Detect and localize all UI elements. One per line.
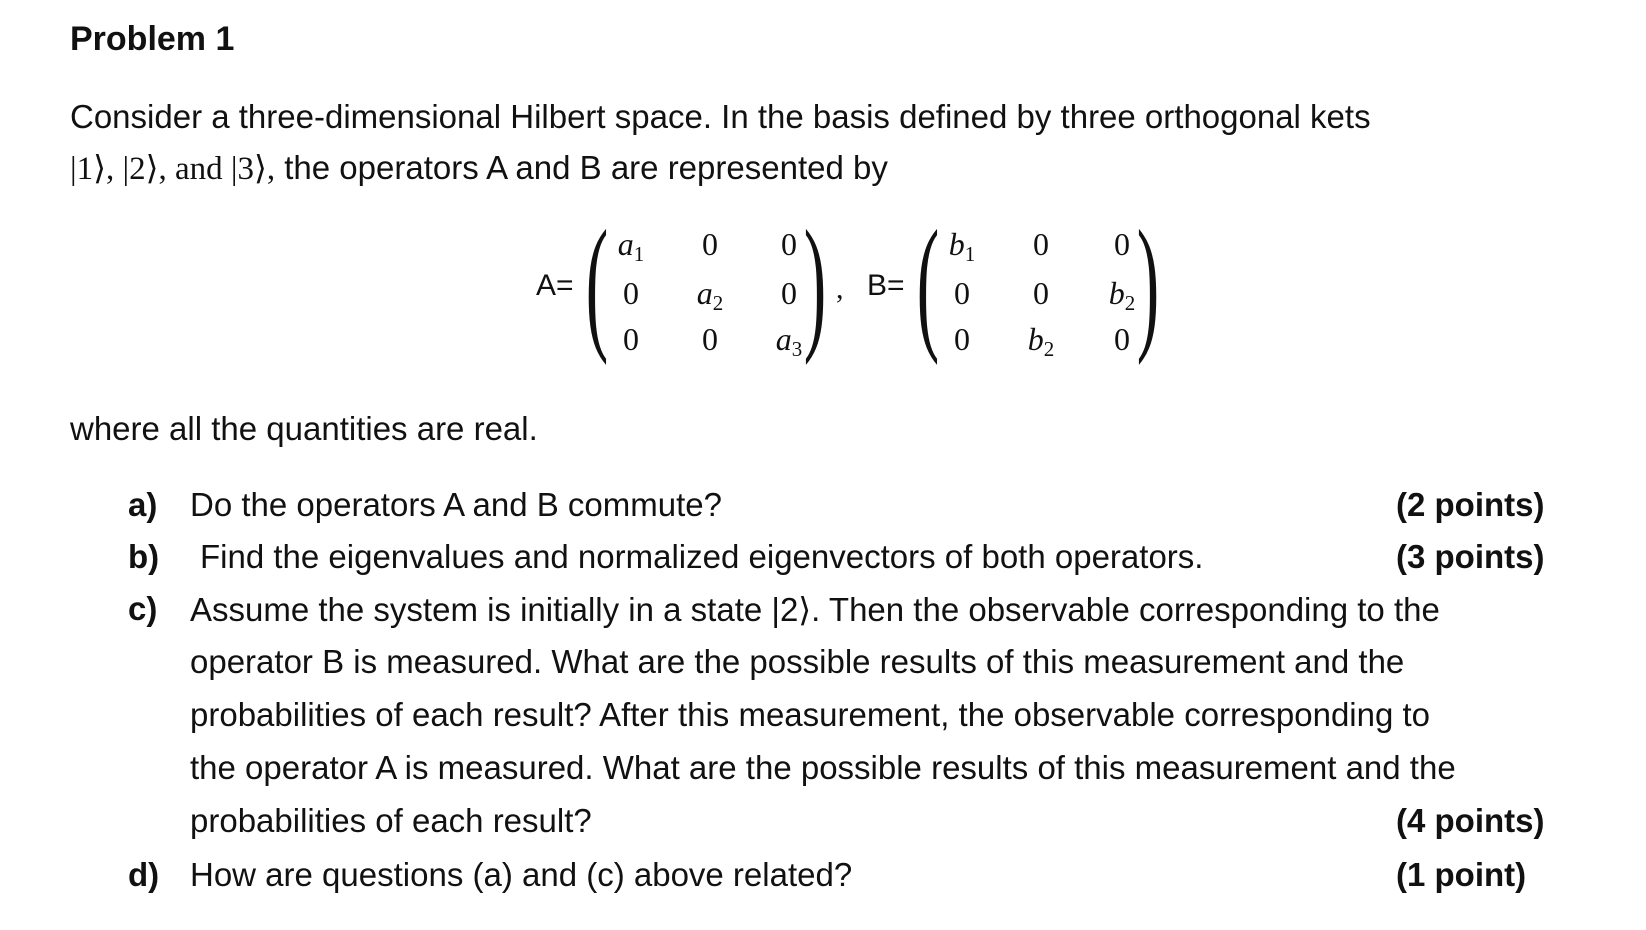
intro-line-2: [70, 148, 888, 188]
matrix-b-entry-3-2: $b_2$: [1027, 321, 1055, 361]
closing-text: where all the quantities are real.: [70, 410, 538, 447]
matrix-a-entry-2-3: 0: [781, 275, 797, 311]
matrix-b-entry-2-2: 0: [1033, 275, 1049, 311]
question-c-line-5: probabilities of each result?: [190, 802, 592, 839]
intro-line-2-rest: the operators A and B are represented by: [275, 149, 888, 186]
question-a-letter: a): [128, 486, 158, 523]
question-d-points: (1 point): [1396, 856, 1527, 893]
matrix-a-entry-1-3: 0: [781, 226, 797, 262]
matrix-b-entry-3-3: 0: [1114, 321, 1130, 357]
matrix-b-entry-1-3: 0: [1114, 226, 1130, 262]
matrix-a-left-paren: (: [585, 200, 609, 366]
question-d-letter: d): [128, 856, 160, 893]
intro-kets: |1⟩, |2⟩, and |3⟩,: [70, 151, 276, 187]
matrix-b-left-paren: (: [916, 200, 940, 366]
question-c-points: (4 points): [1396, 802, 1545, 839]
matrix-a-entry-2-1: 0: [623, 275, 639, 311]
matrix-b-entry-1-1: $b_1$: [948, 226, 976, 266]
matrix-b-label: B=: [867, 269, 905, 302]
problem-title: Problem 1: [70, 20, 235, 58]
question-c-line-1: Assume the system is initially in a state |2⟩. Then the observable corresponding to the: [190, 591, 1440, 628]
question-c-line-3: probabilities of each result? After this measurement, the observable corresponding to: [190, 696, 1431, 733]
question-c-line-2: operator B is measured. What are the possible results of this measurement and the: [190, 643, 1405, 680]
matrix-b-right-paren: ): [1136, 200, 1160, 366]
matrix-a-entry-3-1: 0: [623, 321, 639, 357]
intro-line-1: Consider a three-dimensional Hilbert space. In the basis defined by three orthogonal kets: [70, 98, 1371, 135]
matrix-a-entry-3-3: $a_3$: [775, 321, 803, 361]
matrix-a-entry-1-1: $a_1$: [617, 226, 645, 266]
question-b-text: Find the eigenvalues and normalized eigenvectors of both operators.: [200, 538, 1204, 575]
question-d-text: How are questions (a) and (c) above related?: [190, 856, 853, 893]
question-b-letter: b): [128, 538, 160, 575]
matrix-b-entry-3-1: 0: [954, 321, 970, 357]
matrix-separator: ,: [836, 272, 844, 305]
matrix-a-entry-3-2: 0: [702, 321, 718, 357]
matrix-b-entry-1-2: 0: [1033, 226, 1049, 262]
matrix-b-entry-2-1: 0: [954, 275, 970, 311]
question-a-points: (2 points): [1396, 486, 1545, 523]
matrix-a-label: A=: [536, 269, 574, 302]
matrix-a-entry-1-2: 0: [702, 226, 718, 262]
question-b-points: (3 points): [1396, 538, 1545, 575]
question-c-letter: c): [128, 590, 158, 627]
matrix-a-right-paren: ): [803, 200, 827, 366]
question-c-line-4: the operator A is measured. What are the possible results of this measurement and the: [190, 749, 1456, 786]
matrix-b-entry-2-3: $b_2$: [1108, 275, 1136, 315]
matrix-a-entry-2-2: $a_2$: [696, 275, 724, 315]
question-a-text: Do the operators A and B commute?: [190, 486, 722, 523]
